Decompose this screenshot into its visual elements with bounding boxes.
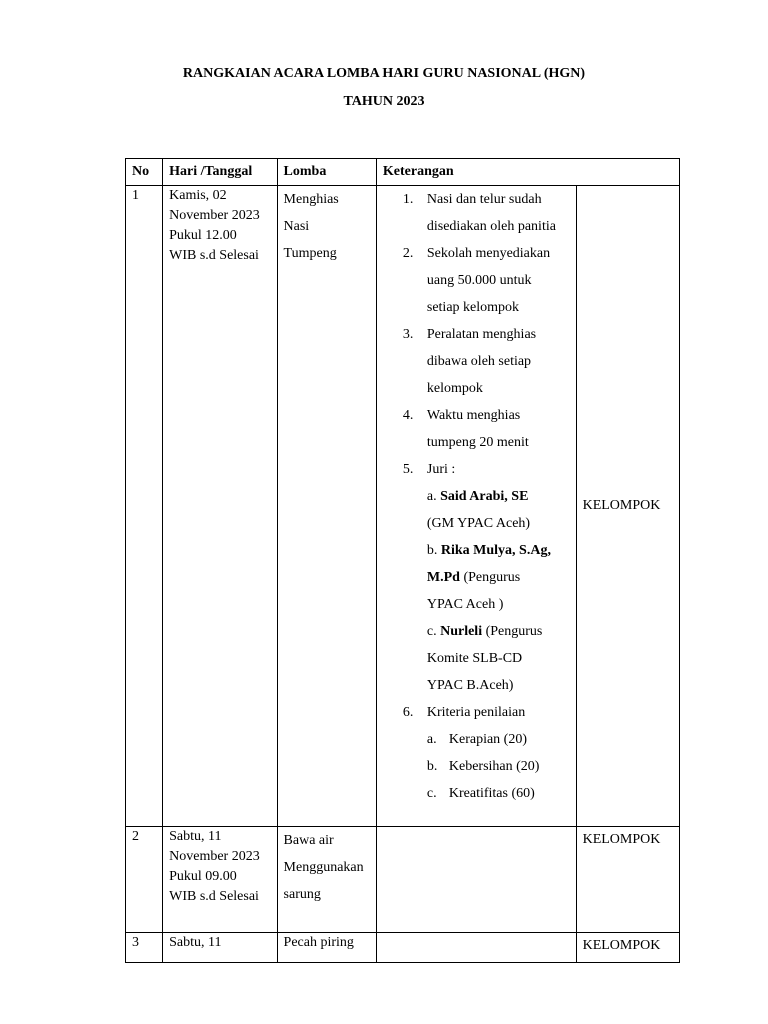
criteria-list xyxy=(427,726,572,807)
judge-entry xyxy=(427,564,572,591)
competition-line: Pecah piring xyxy=(283,935,354,950)
note-line: Peralatan menghias xyxy=(426,327,537,342)
event-schedule-table xyxy=(125,158,680,963)
judge-entry xyxy=(427,618,572,645)
competition-line: sarung xyxy=(283,887,321,902)
note-line: tumpeng 20 menit xyxy=(426,435,529,450)
row-competition xyxy=(277,186,376,827)
criterion: Kreatifitas (60) xyxy=(448,786,535,801)
list-number: b. xyxy=(426,759,438,774)
note-line: setiap kelompok xyxy=(426,300,520,315)
competition-line: Tumpeng xyxy=(283,246,337,261)
competition-line: Nasi xyxy=(283,219,310,234)
list-item xyxy=(381,186,572,240)
list-item xyxy=(427,726,572,753)
list-item xyxy=(427,780,572,807)
row-type: KELOMPOK xyxy=(576,827,679,933)
list-number: c. xyxy=(426,786,437,801)
competition-line: Menghias xyxy=(283,192,339,207)
header-no: No xyxy=(126,159,163,186)
list-number: 6. xyxy=(402,705,414,720)
row-type: KELOMPOK xyxy=(576,186,679,827)
table-header-row xyxy=(126,159,680,186)
judge-entry xyxy=(427,537,572,564)
date-line: November 2023 xyxy=(169,849,260,864)
judge-role: YPAC B.Aceh) xyxy=(426,678,514,693)
header-keterangan: Keterangan xyxy=(376,159,679,186)
date-line: Kamis, 02 xyxy=(169,188,227,203)
table-row xyxy=(126,186,680,827)
judge-role: YPAC Aceh ) xyxy=(426,597,504,612)
list-number: 5. xyxy=(402,462,414,477)
date-line: Pukul 12.00 xyxy=(169,228,237,243)
competition-line: Bawa air xyxy=(283,833,334,848)
row-date-time xyxy=(163,186,277,827)
list-number: 1. xyxy=(402,192,414,207)
list-item xyxy=(427,753,572,780)
note-line: Nasi dan telur sudah xyxy=(426,192,542,207)
date-line: Sabtu, 11 xyxy=(169,829,222,844)
date-line: Sabtu, 11 xyxy=(169,935,222,950)
judge-role: (Pengurus xyxy=(482,624,543,639)
note-line: uang 50.000 untuk xyxy=(426,273,532,288)
row-competition xyxy=(277,933,376,963)
list-item xyxy=(381,321,572,402)
notes-list xyxy=(381,186,572,807)
list-item xyxy=(381,456,572,699)
date-line: November 2023 xyxy=(169,208,260,223)
judge-role: (Pengurus xyxy=(459,570,521,585)
criterion: Kerapian (20) xyxy=(448,732,528,747)
note-line: kelompok xyxy=(426,381,483,396)
note-line: dibawa oleh setiap xyxy=(426,354,532,369)
row-type: KELOMPOK xyxy=(576,933,679,963)
row-notes xyxy=(376,186,576,827)
judge-name: Nurleli xyxy=(440,624,483,639)
date-line: Pukul 09.00 xyxy=(169,869,237,884)
date-line: WIB s.d Selesai xyxy=(169,889,259,904)
list-number: a. xyxy=(426,732,437,747)
list-number: 2. xyxy=(402,246,414,261)
judges-label: Juri : xyxy=(426,462,456,477)
row-number: 1 xyxy=(126,186,163,827)
date-line: WIB s.d Selesai xyxy=(169,248,259,263)
judge-entry xyxy=(427,483,572,510)
judge-role: Komite SLB-CD xyxy=(426,651,523,666)
list-number: 3. xyxy=(402,327,414,342)
judge-prefix: a. xyxy=(426,489,441,504)
criterion: Kebersihan (20) xyxy=(448,759,540,774)
document-subtitle-year: TAHUN 2023 xyxy=(343,94,425,109)
row-notes xyxy=(376,933,576,963)
judge-role: (GM YPAC Aceh) xyxy=(426,516,531,531)
competition-line: Menggunakan xyxy=(283,860,364,875)
table-row xyxy=(126,933,680,963)
document-title: RANGKAIAN ACARA LOMBA HARI GURU NASIONAL (HGN) xyxy=(182,66,586,81)
table-row xyxy=(126,827,680,933)
note-line: disediakan oleh panitia xyxy=(426,219,556,234)
judge-prefix: c. xyxy=(426,624,441,639)
list-item xyxy=(381,699,572,807)
list-number: 4. xyxy=(402,408,414,423)
note-line: Waktu menghias xyxy=(426,408,521,423)
criteria-label: Kriteria penilaian xyxy=(426,705,526,720)
row-date-time xyxy=(163,933,277,963)
row-competition xyxy=(277,827,376,933)
list-item xyxy=(381,402,572,456)
row-date-time xyxy=(163,827,277,933)
judge-prefix: b. xyxy=(426,543,441,558)
header-hari-tanggal: Hari /Tanggal xyxy=(163,159,277,186)
header-lomba: Lomba xyxy=(277,159,376,186)
list-item xyxy=(381,240,572,321)
row-number: 2 xyxy=(126,827,163,933)
judge-name: M.Pd xyxy=(426,570,460,585)
judge-name: Rika Mulya, S.Ag, xyxy=(440,543,551,558)
judge-name: Said Arabi, SE xyxy=(440,489,529,504)
row-number: 3 xyxy=(126,933,163,963)
note-line: Sekolah menyediakan xyxy=(426,246,551,261)
row-notes xyxy=(376,827,576,933)
